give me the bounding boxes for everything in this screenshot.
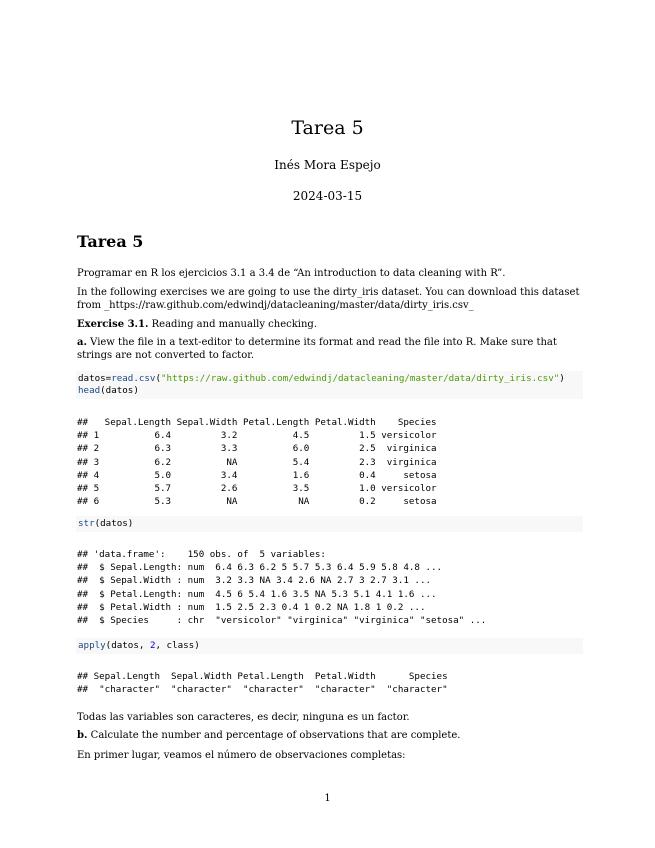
code-block-str [76, 516, 583, 532]
part-a-label: a. [77, 337, 87, 348]
output-apply: ## Sepal.Length Sepal.Width Petal.Length Petal.Width Species ## "character" "character" "character" "character" "character" [77, 671, 448, 696]
code-read-close: ) [559, 373, 565, 384]
document-date: 2024-03-15 [292, 189, 363, 203]
part-b-text: Calculate the number and percentage of observations that are complete. [87, 730, 461, 741]
complete-obs-paragraph: En primer lugar, veamos el número de observaciones completas: [77, 750, 406, 761]
code-str-args: (datos) [94, 518, 134, 529]
code-apply-fn: apply [78, 640, 106, 651]
code-head-fn: head [78, 385, 101, 396]
code-apply-open: (datos, [105, 640, 150, 651]
exercise-label: Exercise 3.1. [77, 319, 149, 330]
page-number: 1 [324, 793, 331, 804]
code-read-fn: read.csv [111, 373, 156, 384]
dataset-paragraph: In the following exercises we are going to use the dirty_iris dataset. You can download this dataset from _https://raw.github.com/edwindj/datacleaning/master/data/dirty_iris.csv_ [77, 287, 580, 311]
exercise-text: Reading and manually checking. [148, 319, 318, 330]
code-apply-close: , class) [155, 640, 200, 651]
conclusion-paragraph: Todas las variables son caracteres, es decir, ninguna es un factor. [77, 712, 410, 723]
code-read-url: "https://raw.github.com/edwindj/datacleaning/master/data/dirty_iris.csv" [161, 373, 560, 384]
part-b-label: b. [77, 730, 88, 741]
code-apply-num: 2 [149, 640, 156, 651]
part-a-paragraph [77, 336, 581, 362]
code-block-apply [76, 638, 583, 654]
part-a-text: View the file in a text-editor to determine its format and read the file into R. Make sure that strings are not converted to factor. [77, 337, 557, 361]
output-str: ## 'data.frame': 150 obs. of 5 variables: ## $ Sepal.Length: num 6.4 6.3 6.2 5 5.7 5.3 6.4 5.9 5.8 4.8 ... ## $ Sepal.Width : num 3.2 3.3 NA 3.4 2.6 NA 2.7 3 2.7 3.1 ... ## $ Petal.Length: num 4.5 6 5.4 1.6 3.5 NA 5.3 5.1 4.1 1.6 ... ## $ Petal.Width : num 1.5 2.5 2.3 0.4 1 0.2 NA 1.8 1 0.2 ... ## $ Species : chr "versicolor" "virginica" "virginica" "setosa" ... [77, 549, 487, 627]
exercise-paragraph [77, 318, 581, 331]
document-title: Tarea 5 [291, 117, 364, 139]
output-head: ## Sepal.Length Sepal.Width Petal.Length Petal.Width Species ## 1 6.4 3.2 4.5 1.5 versicolor ## 2 6.3 3.3 6.0 2.5 virginica ## 3 6.2 NA 5.4 2.3 virginica ## 4 5.0 3.4 1.6 0.4 setosa ## 5 5.7 2.6 3.5 1.0 versicolor ## 6 5.3 NA NA 0.2 setosa [77, 417, 437, 508]
code-str-fn: str [78, 518, 95, 529]
code-read-open: ( [155, 373, 162, 384]
document-author: Inés Mora Espejo [274, 158, 381, 172]
section-heading: Tarea 5 [77, 232, 144, 251]
code-head-args: (datos) [100, 385, 139, 396]
intro-paragraph: Programar en R los ejercicios 3.1 a 3.4 de “An introduction to data cleaning with R”. [77, 268, 506, 279]
part-b-paragraph [77, 729, 581, 742]
code-read-var: datos= [78, 373, 112, 384]
code-block-read [76, 371, 583, 399]
